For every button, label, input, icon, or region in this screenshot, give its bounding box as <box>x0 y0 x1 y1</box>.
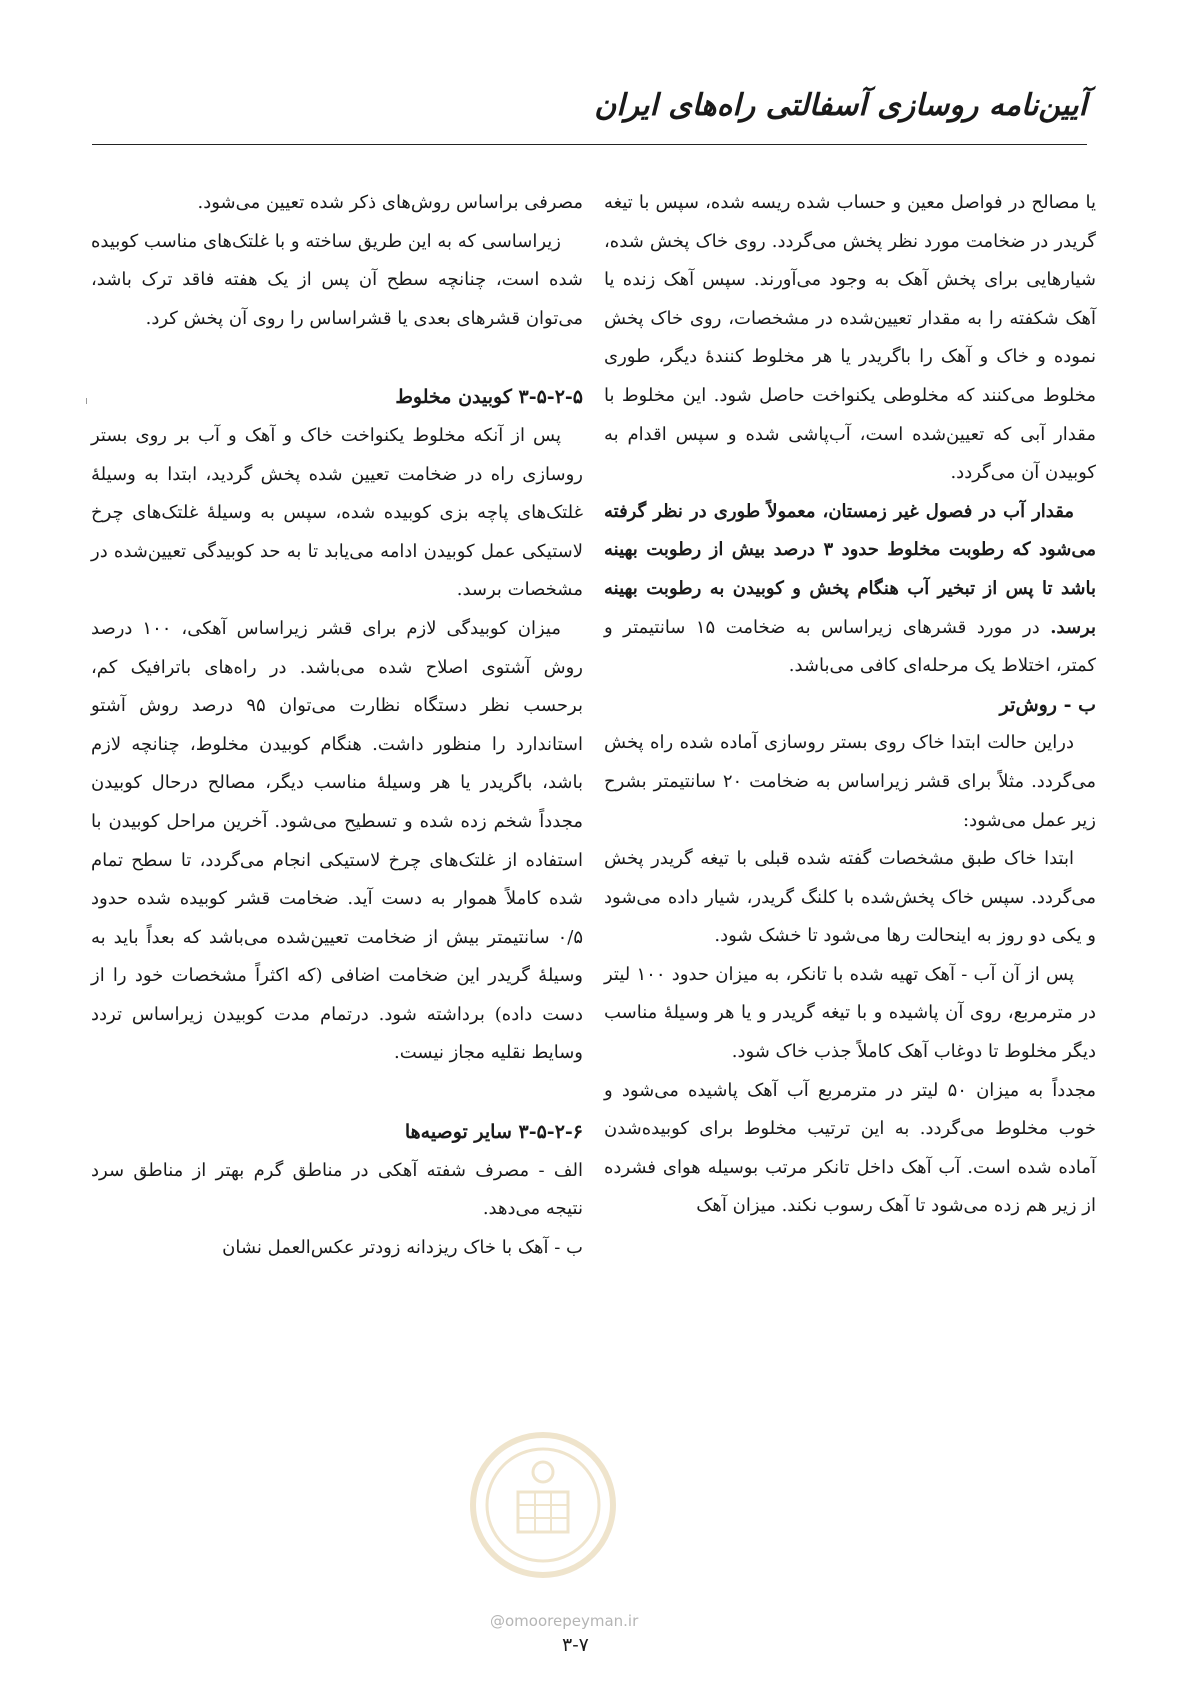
spacer <box>91 1073 583 1113</box>
paragraph-bold-note <box>604 493 1096 686</box>
paragraph: مصرفی براساس روش‌های ذکر شده تعیین می‌شود. <box>197 192 583 213</box>
paragraph: ب - آهک با خاک ریزدانه زودتر عکس‌العمل نشان <box>222 1236 583 1258</box>
paragraph: مجدداً به میزان ۵۰ لیتر در مترمربع آب آهک پاشیده می‌شود و خوب مخلوط می‌گردد. به این ترتیب مخلوط برای کوبیده‌شدن آماده شده است. آب آهک داخل تانکر مرتب بوسیله هوای فشرده از زیر هم زده می‌شود تا آهک رسوب نکند. میزان آهک <box>604 1079 1096 1217</box>
paragraph: دراین حالت ابتدا خاک روی بستر روسازی آماده شده راه پخش می‌گردد. مثلاً برای قشر زیراساس به ضخامت ۲۰ سانتیمتر بشرح زیر عمل می‌شود: <box>604 732 1096 831</box>
right-column <box>604 184 1096 1226</box>
paragraph: زیراساسی که به این طریق ساخته و با غلتک‌های مناسب کوبیده شده است، چنانچه سطح آن پس از یک هفته فاقد ترک باشد، می‌توان قشرهای بعدی یا قشراساس را روی آن پخش کرد. <box>91 230 583 329</box>
paragraph: یا مصالح در فواصل معین و حساب شده ریسه شده، سپس با تیغه گریدر در ضخامت مورد نظر پخش می‌گردد. روی خاک پخش شده، شیارهایی برای پخش آهک به وجود می‌آورند. سپس آهک زنده یا آهک شکفته را به مقدار تعیین‌شده در مشخصات، روی خاک پخش نموده و خاک و آهک را باگریدر یا هر مخلوط کنندهٔ دیگر، طوری مخلوط می‌کنند که مخلوطی یکنواخت حاصل شود. این مخلوط با مقدار آبی که تعیین‌شده است، آب‌پاشی شده و سپس اقدام به کوبیدن آن می‌گردد. <box>604 192 1096 484</box>
page-number: ۳-۷ <box>562 1634 589 1656</box>
paragraph: الف - مصرف شفته آهکی در مناطق گرم بهتر از مناطق سرد نتیجه می‌دهد. <box>91 1159 583 1220</box>
header-divider <box>92 144 1087 145</box>
subheading: ب - روش‌تر <box>999 693 1096 716</box>
paragraph-text: در مورد قشرهای زیراساس به ضخامت ۱۵ سانتیمتر و کمتر، اختلاط یک مرحله‌ای کافی می‌باشد. <box>604 616 1096 677</box>
page-header <box>92 78 1087 138</box>
margin-tick <box>86 398 87 404</box>
section-heading: ۳-۵-۲-۵ کوبیدن مخلوط <box>395 386 583 409</box>
paragraph: میزان کوبیدگی لازم برای قشر زیراساس آهکی، ۱۰۰ درصد روش آشتوی اصلاح شده می‌باشد. در راه‌های باترافیک کم، برحسب نظر دستگاه نظارت می‌توان ۹۵ درصد روش آشتو استاندارد را منظور داشت. هنگام کوبیدن مخلوط، چنانچه لازم باشد، باگریدر یا هر وسیلهٔ مناسب دیگر، مصالح درحال کوبیدن مجدداً شخم زده شده و تسطیح می‌شود. آخرین مراحل کوبیدن با استفاده از غلتک‌های چرخ لاستیکی انجام می‌گردد، تا سطح تمام شده کاملاً هموار به دست آید. ضخامت قشر کوبیده شده حدود ۰/۵ سانتیمتر بیش از ضخامت تعیین‌شده می‌باشد که بعداً باید به وسیلهٔ گریدر این ضخامت اضافی (که اکثراً مشخصات خود را از دست داده) برداشته شود. درتمام مدت کوبیدن زیراساس تردد وسایط نقلیه مجاز نیست. <box>91 617 583 1064</box>
section-heading: ۳-۵-۲-۶ سایر توصیه‌ها <box>404 1121 583 1144</box>
bold-text: مقدار آب در فصول غیر زمستان، معمولاً طوری در نظر گرفته می‌شود که رطوبت مخلوط حدود ۳ درصد بیش از رطوبت بهینه باشد تا پس از تبخیر آب هنگام پخش و کوبیدن به رطوبت بهینه برسد. <box>604 500 1096 638</box>
paragraph: ابتدا خاک طبق مشخصات گفته شده قبلی با تیغه گریدر پخش می‌گردد. سپس خاک پخش‌شده با کلنگ گریدر، شیار داده می‌شود و یکی دو روز به اینحالت رها می‌شود تا خشک شود. <box>604 848 1096 947</box>
watermark-seal-icon <box>468 1430 618 1580</box>
paragraph: پس از آنکه مخلوط یکنواخت خاک و آهک و آب بر روی بستر روسازی راه در ضخامت تعیین شده پخش گردید، ابتدا به وسیلهٔ غلتک‌های پاچه بزی کوبیده شده، سپس به وسیلهٔ غلتک‌های چرخ لاستیکی عمل کوبیدن ادامه می‌یابد تا به حد کوبیدگی تعیین‌شده در مشخصات برسد. <box>91 424 583 601</box>
left-column <box>91 184 583 1267</box>
spacer <box>91 338 583 378</box>
page-title: آیین‌نامه روسازی آسفالتی راه‌های ایران <box>594 88 1087 123</box>
paragraph: پس از آن آب - آهک تهیه شده با تانکر، به میزان حدود ۱۰۰ لیتر در مترمربع، روی آن پاشیده و با تیغه گریدر و یا هر وسیلهٔ مناسب دیگر مخلوط تا دوغاب آهک کاملاً جذب خاک شود. <box>604 963 1096 1063</box>
site-watermark-text: @omoorepeyman.ir <box>490 1612 639 1630</box>
